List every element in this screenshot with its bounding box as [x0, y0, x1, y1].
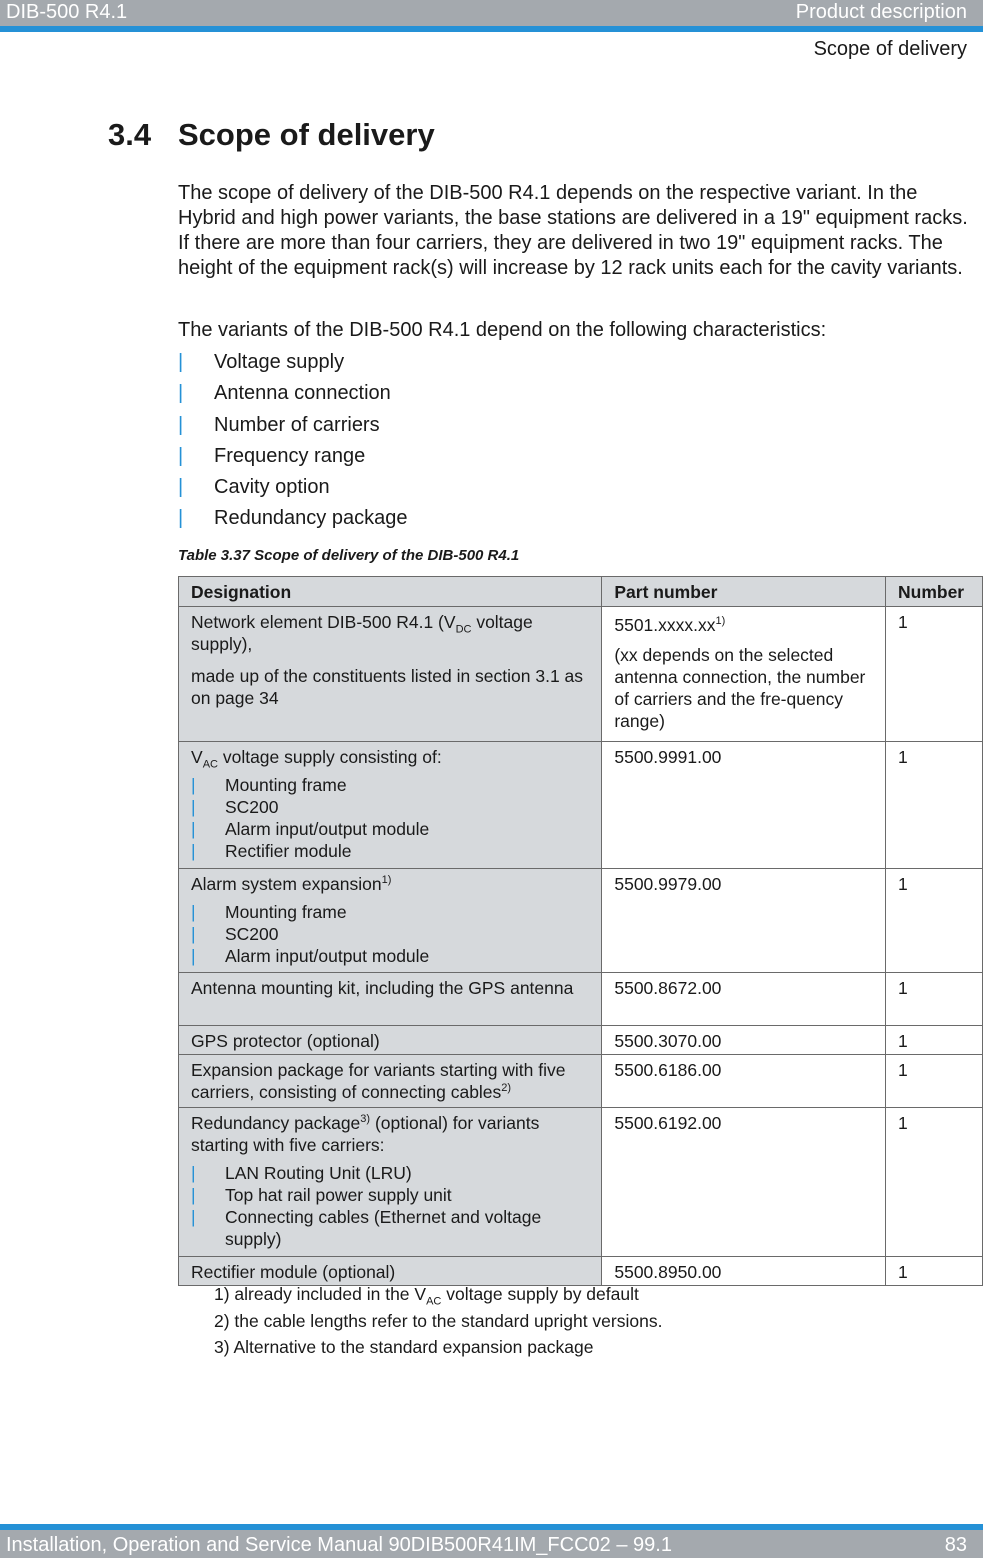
- list-item: | Mounting frame: [191, 902, 347, 922]
- table-row: [179, 869, 983, 973]
- column-header-number: Number: [886, 577, 983, 607]
- footer-manual-title: Installation, Operation and Service Manual 90DIB500R41IM_FCC02 – 99.1: [6, 1534, 672, 1556]
- variants-paragraph: The variants of the DIB-500 R4.1 depend on the following characteristics:: [178, 319, 827, 341]
- list-item: | Rectifier module: [191, 841, 352, 861]
- list-item: | Mounting frame: [191, 775, 347, 795]
- list-item: | Cavity option: [178, 476, 330, 499]
- list-item: | SC200: [191, 797, 279, 817]
- bullet-mark: |: [178, 444, 184, 467]
- column-header-part-number: Part number: [602, 577, 886, 607]
- table-row: [179, 607, 983, 742]
- table-row: [179, 1026, 983, 1055]
- header-chapter-title: Product description: [795, 1, 967, 23]
- list-item: | SC200: [191, 924, 279, 944]
- scope-of-delivery-table: [178, 576, 983, 1286]
- bullet-mark: |: [178, 413, 184, 436]
- table-row: [179, 1108, 983, 1257]
- designation-cell: Network element DIB-500 R4.1 ($V_{DC}$ voltage supply), made up of the constituents listed in section 3.1 as on page 34: [179, 607, 602, 742]
- bullet-mark: |: [178, 476, 184, 499]
- section-heading: [108, 117, 435, 153]
- running-header-bar: [0, 0, 983, 26]
- part-number-cell: 5500.6186.00: [602, 1055, 886, 1108]
- list-item: | Frequency range: [178, 444, 366, 467]
- part-number-cell: 5500.9979.00: [602, 869, 886, 973]
- header-accent-line: [0, 26, 983, 32]
- number-cell: 1: [886, 607, 983, 742]
- list-item: | Top hat rail power supply unit: [191, 1185, 452, 1205]
- number-cell: 1: [886, 742, 983, 869]
- list-item: | Connecting cables (Ethernet and voltage supply): [191, 1207, 542, 1249]
- list-item: | Alarm input/output module: [191, 946, 430, 966]
- section-title: Scope of delivery: [178, 117, 435, 152]
- footnote: 1) already included in the $V_{AC}$ voltage supply by default: [214, 1284, 639, 1308]
- page-number: 83: [944, 1534, 967, 1556]
- footnote: 3) Alternative to the standard expansion package: [214, 1337, 594, 1357]
- part-number-cell: 5500.8672.00: [602, 973, 886, 1026]
- part-number-cell: 5500.9991.00: [602, 742, 886, 869]
- number-cell: 1: [886, 869, 983, 973]
- designation-cell: $V_{AC}$ voltage supply consisting of: | Mounting frame | SC200 | Alarm input/output module | Rectifier module: [179, 742, 602, 869]
- designation-cell: Alarm system expansion$^{1)}$ | Mounting frame | SC200 | Alarm input/output module: [179, 869, 602, 973]
- designation-cell: Rectifier module (optional): [179, 1257, 602, 1286]
- list-item: | Number of carriers: [178, 413, 380, 436]
- list-item: | LAN Routing Unit (LRU): [191, 1163, 412, 1183]
- table-header-row: [179, 577, 983, 607]
- list-item: | Voltage supply: [178, 351, 345, 373]
- number-cell: 1: [886, 1108, 983, 1257]
- bullet-mark: |: [178, 351, 184, 373]
- table-row: [179, 1055, 983, 1108]
- part-number-cell: $5501.xxxx.xx^{1)}$ (xx depends on the selected antenna connection, the number of carriers and the fre-quency range): [602, 607, 886, 742]
- part-number-cell: 5500.8950.00: [602, 1257, 886, 1286]
- table-row: [179, 742, 983, 869]
- designation-cell: GPS protector (optional): [179, 1026, 602, 1055]
- list-item: | Antenna connection: [178, 382, 391, 405]
- bullet-mark: |: [178, 507, 184, 530]
- footnote: 2) the cable lengths refer to the standard upright versions.: [214, 1310, 663, 1331]
- part-number-cell: 5500.3070.00: [602, 1026, 886, 1055]
- designation-cell: Redundancy package$^{3)}$ (optional) for variants starting with five carriers: | LAN Routing Unit (LRU) | Top hat rail power supply unit | Connecting cables (Ethernet and voltage supply): [179, 1108, 602, 1257]
- number-cell: 1: [886, 1257, 983, 1286]
- characteristics-list: [178, 349, 407, 537]
- number-cell: 1: [886, 973, 983, 1026]
- list-item: | Alarm input/output module: [191, 819, 430, 839]
- part-number-cell: 5500.6192.00: [602, 1108, 886, 1257]
- designation-cell: Antenna mounting kit, including the GPS antenna: [179, 973, 602, 1026]
- list-item: | Redundancy package: [178, 507, 408, 530]
- number-cell: 1: [886, 1055, 983, 1108]
- running-footer-bar: [0, 1530, 983, 1558]
- intro-paragraph: The scope of delivery of the DIB-500 R4.1 depends on the respective variant. In the Hybrid and high power variants, the base stations are delivered in a 19" equipment racks. If there are more than four carriers, they are delivered in two 19" equipment racks. The height of the equipment rack(s) will increase by 12 rack units each for the cavity variants.: [178, 182, 968, 279]
- designation-cell: Expansion package for variants starting with five carriers, consisting of connecting cables$^{2)}$: [179, 1055, 602, 1108]
- column-header-designation: Designation: [179, 577, 602, 607]
- section-number: 3.4: [108, 117, 152, 152]
- table-footnotes: [214, 1281, 662, 1361]
- header-product-name: DIB-500 R4.1: [6, 1, 128, 23]
- bullet-mark: |: [178, 382, 184, 405]
- number-cell: 1: [886, 1026, 983, 1055]
- table-row: [179, 973, 983, 1026]
- header-section-title: Scope of delivery: [813, 38, 967, 60]
- table-caption: Table 3.37 Scope of delivery of the DIB-500 R4.1: [178, 547, 520, 564]
